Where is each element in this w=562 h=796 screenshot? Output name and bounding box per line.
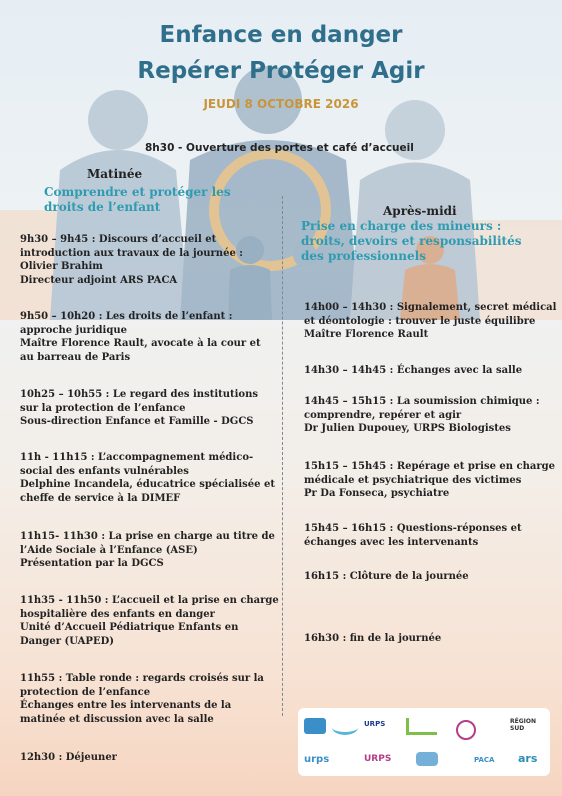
item-line: 14h30 – 14h45 : Échanges avec la salle	[304, 365, 523, 376]
afternoon-item	[304, 522, 522, 549]
item-line: Pr Da Fonseca, psychiatre	[304, 488, 450, 499]
paca-logo: PACA	[474, 756, 495, 764]
region-sud-logo: RÉGION SUD	[510, 718, 536, 732]
item-line: social des enfants vulnérables	[20, 465, 189, 477]
morning-item	[20, 672, 264, 726]
item-line: hospitalière des enfants en danger	[20, 608, 215, 620]
item-line: 9h30 – 9h45 : Discours d’accueil et	[20, 234, 217, 245]
afternoon-subtitle	[301, 219, 521, 264]
item-line: sur la protection de l’enfance	[20, 402, 186, 414]
item-line: Présentation par la DGCS	[20, 558, 164, 569]
item-line: au barreau de Paris	[20, 351, 131, 363]
item-line: protection de l’enfance	[20, 686, 151, 698]
item-line: et déontologie : trouver le juste équilibre	[304, 315, 536, 327]
morning-heading: Matinée	[87, 167, 143, 181]
column-divider	[282, 196, 283, 716]
item-line: 11h35 - 11h50 : L’accueil et la prise en charge	[20, 595, 279, 606]
item-line: 11h15- 11h30 : La prise en charge au titre de	[20, 531, 275, 542]
partner-logo-icon	[416, 752, 438, 766]
afternoon-item	[304, 570, 469, 584]
morning-item	[20, 233, 243, 287]
ars-logo: ars	[518, 752, 538, 765]
morning-item	[20, 388, 258, 429]
morning-subtitle	[44, 185, 231, 215]
item-line: 15h45 – 16h15 : Questions-réponses et	[304, 523, 522, 534]
item-line: introduction aux travaux de la journée :	[20, 247, 243, 259]
partner-logo-icon	[406, 718, 437, 735]
event-date: JEUDI 8 OCTOBRE 2026	[203, 97, 359, 111]
urps-logo: URPS	[364, 754, 392, 764]
item-line: 12h30 : Déjeuner	[20, 752, 117, 763]
afternoon-item	[304, 632, 441, 646]
item-line: Sous-direction Enfance et Famille - DGCS	[20, 416, 254, 427]
afternoon-subtitle-line: des professionnels	[301, 249, 426, 263]
afternoon-heading: Après-midi	[383, 204, 457, 218]
item-line: approche juridique	[20, 324, 127, 336]
item-line: 11h - 11h15 : L’accompagnement médico-	[20, 452, 254, 463]
morning-subtitle-line: droits de l’enfant	[44, 200, 161, 214]
item-line: Dr Julien Dupouey, URPS Biologistes	[304, 423, 511, 434]
urps-logo: urps	[304, 754, 330, 765]
morning-item	[20, 310, 261, 364]
morning-item	[20, 451, 275, 505]
item-line: 10h25 – 10h55 : Le regard des institutions	[20, 389, 259, 400]
item-line: échanges avec les intervenants	[304, 536, 479, 548]
afternoon-subtitle-line: droits, devoirs et responsabilités	[301, 234, 522, 248]
partner-logo-icon	[456, 720, 476, 740]
item-line: 11h55 : Table ronde : regards croisés sur la	[20, 673, 264, 684]
item-line: 14h45 – 15h15 : La soumission chimique :	[304, 396, 540, 407]
item-line: l’Aide Sociale à l’Enfance (ASE)	[20, 544, 198, 556]
afternoon-subtitle-line: Prise en charge des mineurs :	[301, 219, 502, 233]
item-line: médicale et psychiatrique des victimes	[304, 474, 522, 486]
morning-item	[20, 530, 275, 571]
afternoon-item	[304, 301, 556, 342]
item-line: cheffe de service à la DIMEF	[20, 492, 181, 504]
urps-logo: URPS	[364, 720, 386, 728]
item-line: Olivier Brahim	[20, 261, 103, 272]
partner-logos	[298, 708, 550, 776]
afternoon-item	[304, 460, 555, 501]
title-line-2: Repérer Protéger Agir	[137, 58, 425, 84]
title-line-1: Enfance en danger	[159, 22, 403, 48]
item-line: Danger (UAPED)	[20, 635, 114, 647]
item-line: Directeur adjoint ARS PACA	[20, 274, 178, 286]
item-line: 16h30 : fin de la journée	[304, 633, 442, 644]
partner-logo-icon	[332, 720, 358, 735]
morning-subtitle-line: Comprendre et protéger les	[44, 185, 231, 199]
opening-time: 8h30 - Ouverture des portes et café d’accueil	[145, 142, 414, 154]
item-line: comprendre, repérer et agir	[304, 409, 462, 421]
morning-item	[20, 594, 279, 648]
item-line: matinée et discussion avec la salle	[20, 713, 214, 725]
item-line: 16h15 : Clôture de la journée	[304, 571, 469, 582]
item-line: 15h15 – 15h45 : Repérage et prise en charge	[304, 461, 556, 472]
item-line: Unité d’Accueil Pédiatrique Enfants en	[20, 622, 239, 633]
afternoon-item	[304, 395, 540, 436]
item-line: 14h00 – 14h30 : Signalement, secret médical	[304, 302, 557, 313]
morning-item	[20, 751, 117, 765]
item-line: Échanges entre les intervenants de la	[20, 700, 232, 711]
afternoon-item	[304, 364, 522, 378]
partner-logo-icon	[304, 718, 326, 734]
item-line: Maître Florence Rault, avocate à la cour et	[20, 338, 261, 349]
item-line: Delphine Incandela, éducatrice spécialisée et	[20, 479, 275, 490]
item-line: 9h50 – 10h20 : Les droits de l’enfant :	[20, 311, 233, 322]
item-line: Maître Florence Rault	[304, 329, 429, 340]
